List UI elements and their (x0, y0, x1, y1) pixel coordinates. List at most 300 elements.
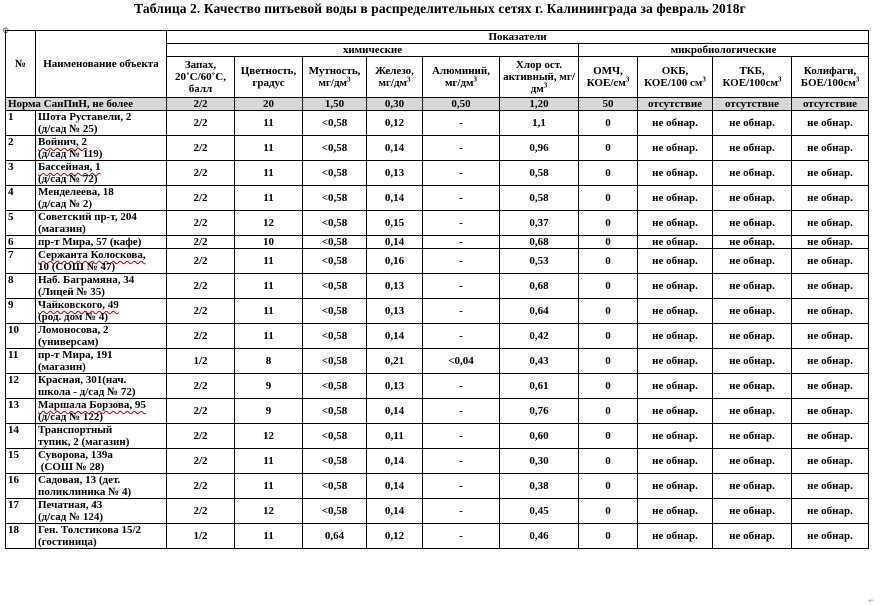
row-number: 16 (6, 474, 36, 499)
cell-omch: 0 (579, 299, 638, 324)
cell-tkb: не обнар. (713, 424, 792, 449)
object-name (36, 524, 167, 549)
cell-omch: 0 (579, 274, 638, 299)
cell-omch: 0 (579, 399, 638, 424)
cell-smell: 2/2 (167, 474, 235, 499)
object-description: (д/сад № 119) (38, 148, 103, 160)
table-row (6, 374, 869, 399)
cell-chlorine: 0,68 (500, 236, 579, 249)
cell-okb: не обнар. (638, 211, 713, 236)
cell-coliphage: не обнар. (792, 111, 869, 136)
cell-tkb: не обнар. (713, 349, 792, 374)
header-iron: Железо, $мг/дм^3$ (367, 57, 423, 98)
object-address: Красная, 301(нач. (38, 374, 127, 386)
header-smell: Запах, 20˚С/60˚С, балл (167, 57, 235, 98)
row-number: 10 (6, 324, 36, 349)
object-address: пр-т Мира, 191 (38, 349, 113, 361)
row-number: 18 (6, 524, 36, 549)
cell-iron: 0,14 (367, 474, 423, 499)
row-number: 13 (6, 399, 36, 424)
cell-chlorine: 0,45 (500, 499, 579, 524)
header-micro: микробиологические (579, 44, 869, 57)
object-address: Войнич, 2 (38, 136, 88, 148)
cell-turbidity: <0,58 (303, 136, 367, 161)
table-row (6, 324, 869, 349)
cell-okb: не обнар. (638, 349, 713, 374)
cell-coliphage: не обнар. (792, 524, 869, 549)
table-body (6, 98, 869, 549)
object-description: (д/сад № 122) (38, 411, 104, 423)
cell-omch: 0 (579, 161, 638, 186)
cell-chlorine: 0,30 (500, 449, 579, 474)
cell-color: 11 (235, 324, 303, 349)
cell-iron: 0,14 (367, 399, 423, 424)
object-description: (гостиница) (38, 536, 97, 548)
cell-omch: 0 (579, 424, 638, 449)
cell-chlorine: 0,68 (500, 274, 579, 299)
cell-color: 9 (235, 374, 303, 399)
object-address: пр-т Мира, 57 (кафе) (38, 236, 142, 248)
cell-smell: 2/2 (167, 374, 235, 399)
cell-chlorine: 0,46 (500, 524, 579, 549)
cell-tkb: не обнар. (713, 186, 792, 211)
cell-okb: не обнар. (638, 186, 713, 211)
cell-chlorine: 0,76 (500, 399, 579, 424)
cell-smell: 2/2 (167, 274, 235, 299)
norm-turbidity: 1,50 (303, 98, 367, 111)
cell-iron: 0,14 (367, 236, 423, 249)
cell-iron: 0,14 (367, 136, 423, 161)
cell-color: 11 (235, 274, 303, 299)
cell-iron: 0,12 (367, 524, 423, 549)
cell-color: 11 (235, 161, 303, 186)
object-description: (Лицей № 35) (38, 286, 105, 298)
table-row (6, 474, 869, 499)
object-address: Наб. Баграмяна, 34 (38, 274, 135, 286)
norm-smell: 2/2 (167, 98, 235, 111)
cell-color: 8 (235, 349, 303, 374)
cell-turbidity: 0,64 (303, 524, 367, 549)
object-description: 10 (СОШ № 47) (38, 261, 116, 273)
cell-turbidity: <0,58 (303, 111, 367, 136)
cell-aluminum: - (423, 374, 500, 399)
header-okb: ОКБ, КОЕ/100 $см^3$ (638, 57, 713, 98)
row-number: 7 (6, 249, 36, 274)
cell-turbidity: <0,58 (303, 424, 367, 449)
table-row (6, 236, 869, 249)
cell-smell: 2/2 (167, 399, 235, 424)
cell-chlorine: 0,38 (500, 474, 579, 499)
cell-tkb: не обнар. (713, 111, 792, 136)
table-row (6, 274, 869, 299)
object-description: (д/сад № 25) (38, 123, 98, 135)
cell-color: 11 (235, 524, 303, 549)
cell-smell: 2/2 (167, 249, 235, 274)
cell-smell: 2/2 (167, 136, 235, 161)
object-name (36, 299, 167, 324)
header-turbidity: Мутность, $мг/дм^3$ (303, 57, 367, 98)
cell-okb: не обнар. (638, 249, 713, 274)
cell-color: 9 (235, 399, 303, 424)
table-row (6, 161, 869, 186)
cell-omch: 0 (579, 136, 638, 161)
cell-okb: не обнар. (638, 374, 713, 399)
object-description: (род. дом № 4) (38, 311, 109, 323)
cell-chlorine: 0,42 (500, 324, 579, 349)
object-name (36, 236, 167, 249)
cell-smell: 2/2 (167, 161, 235, 186)
cell-aluminum: - (423, 236, 500, 249)
object-name (36, 449, 167, 474)
cell-iron: 0,14 (367, 324, 423, 349)
cell-aluminum: - (423, 161, 500, 186)
row-number: 6 (6, 236, 36, 249)
object-name (36, 499, 167, 524)
cell-color: 11 (235, 136, 303, 161)
object-name (36, 111, 167, 136)
cell-smell: 2/2 (167, 299, 235, 324)
cell-tkb: не обнар. (713, 274, 792, 299)
cell-aluminum: - (423, 274, 500, 299)
object-name (36, 211, 167, 236)
object-description: (магазин) (38, 361, 86, 373)
cell-okb: не обнар. (638, 236, 713, 249)
cell-omch: 0 (579, 524, 638, 549)
object-name (36, 249, 167, 274)
cell-iron: 0,14 (367, 186, 423, 211)
cell-okb: не обнар. (638, 274, 713, 299)
object-address: Суворова, 139а (38, 449, 113, 461)
cell-chlorine: 0,43 (500, 349, 579, 374)
row-number: 11 (6, 349, 36, 374)
cell-okb: не обнар. (638, 136, 713, 161)
object-address: Ген. Толстикова 15/2 (38, 524, 142, 536)
row-number: 5 (6, 211, 36, 236)
cell-turbidity: <0,58 (303, 274, 367, 299)
object-address: Печатная, 43 (38, 499, 103, 511)
table-row (6, 399, 869, 424)
cell-aluminum: - (423, 399, 500, 424)
cell-turbidity: <0,58 (303, 474, 367, 499)
row-number: 3 (6, 161, 36, 186)
cell-tkb: не обнар. (713, 161, 792, 186)
object-description: (СОШ № 28) (38, 461, 105, 473)
cell-tkb: не обнар. (713, 499, 792, 524)
object-address: Бассейная, 1 (38, 161, 101, 173)
row-number: 15 (6, 449, 36, 474)
object-address: Ломоносова, 2 (38, 324, 109, 336)
header-color: Цветность, градус (235, 57, 303, 98)
cell-turbidity: <0,58 (303, 374, 367, 399)
cell-omch: 0 (579, 324, 638, 349)
cell-smell: 2/2 (167, 111, 235, 136)
cell-smell: 2/2 (167, 499, 235, 524)
norm-row (6, 98, 869, 111)
object-address: Маршала Борзова, 95 (38, 399, 146, 411)
norm-coliphage: отсутствие (792, 98, 869, 111)
water-quality-table (5, 30, 869, 549)
cell-iron: 0,14 (367, 499, 423, 524)
cell-coliphage: не обнар. (792, 349, 869, 374)
cell-aluminum: - (423, 186, 500, 211)
cell-coliphage: не обнар. (792, 299, 869, 324)
cell-aluminum: - (423, 136, 500, 161)
cell-aluminum: - (423, 449, 500, 474)
cell-chlorine: 0,60 (500, 424, 579, 449)
table-row (6, 349, 869, 374)
cell-aluminum: - (423, 324, 500, 349)
cell-color: 12 (235, 211, 303, 236)
cell-omch: 0 (579, 249, 638, 274)
cell-aluminum: - (423, 474, 500, 499)
cell-coliphage: не обнар. (792, 161, 869, 186)
cell-coliphage: не обнар. (792, 499, 869, 524)
table-header (6, 31, 869, 98)
row-number: 8 (6, 274, 36, 299)
cell-okb: не обнар. (638, 111, 713, 136)
cell-aluminum: - (423, 299, 500, 324)
cell-color: 10 (235, 236, 303, 249)
object-address: Транспортный (38, 424, 113, 436)
cell-turbidity: <0,58 (303, 499, 367, 524)
table-row (6, 299, 869, 324)
cell-chlorine: 1,1 (500, 111, 579, 136)
object-address: Менделеева, 18 (38, 186, 114, 198)
norm-okb: отсутствие (638, 98, 713, 111)
object-name (36, 374, 167, 399)
cell-okb: не обнар. (638, 474, 713, 499)
cell-iron: 0,16 (367, 249, 423, 274)
cell-omch: 0 (579, 499, 638, 524)
cell-okb: не обнар. (638, 399, 713, 424)
norm-chlorine: 1,20 (500, 98, 579, 111)
cell-turbidity: <0,58 (303, 449, 367, 474)
cell-coliphage: не обнар. (792, 399, 869, 424)
header-object-name: Наименование объекта (36, 31, 167, 98)
cell-omch: 0 (579, 349, 638, 374)
cell-color: 11 (235, 111, 303, 136)
cell-coliphage: не обнар. (792, 236, 869, 249)
object-name (36, 136, 167, 161)
table-row (6, 424, 869, 449)
cell-tkb: не обнар. (713, 211, 792, 236)
cell-color: 12 (235, 499, 303, 524)
table-row (6, 524, 869, 549)
cell-tkb: не обнар. (713, 236, 792, 249)
table-row (6, 449, 869, 474)
table-row (6, 211, 869, 236)
cell-smell: 2/2 (167, 324, 235, 349)
norm-label: Норма СанПиН, не более (6, 98, 167, 111)
cell-smell: 1/2 (167, 349, 235, 374)
cell-color: 12 (235, 424, 303, 449)
header-chlorine: Хлор ост. активный, $мг/дм^3$ (500, 57, 579, 98)
cell-turbidity: <0,58 (303, 186, 367, 211)
cell-turbidity: <0,58 (303, 211, 367, 236)
norm-color: 20 (235, 98, 303, 111)
object-description: (д/сад № 72) (38, 173, 98, 185)
cell-tkb: не обнар. (713, 299, 792, 324)
cell-color: 11 (235, 449, 303, 474)
cell-turbidity: <0,58 (303, 161, 367, 186)
cell-iron: 0,15 (367, 211, 423, 236)
cell-tkb: не обнар. (713, 449, 792, 474)
cell-color: 11 (235, 249, 303, 274)
cell-okb: не обнар. (638, 299, 713, 324)
norm-iron: 0,30 (367, 98, 423, 111)
cell-tkb: не обнар. (713, 524, 792, 549)
cell-coliphage: не обнар. (792, 474, 869, 499)
cell-tkb: не обнар. (713, 249, 792, 274)
cell-okb: не обнар. (638, 424, 713, 449)
cell-aluminum: - (423, 211, 500, 236)
cell-aluminum: - (423, 499, 500, 524)
norm-omch: 50 (579, 98, 638, 111)
cell-color: 11 (235, 186, 303, 211)
cell-iron: 0,12 (367, 111, 423, 136)
cell-aluminum: - (423, 111, 500, 136)
object-description: (д/сад № 124) (38, 511, 104, 523)
cell-okb: не обнар. (638, 524, 713, 549)
cell-chlorine: 0,53 (500, 249, 579, 274)
object-description: поликлиника № 4) (38, 486, 132, 498)
cell-chlorine: 0,58 (500, 161, 579, 186)
cell-coliphage: не обнар. (792, 136, 869, 161)
cell-omch: 0 (579, 374, 638, 399)
cell-smell: 2/2 (167, 424, 235, 449)
cell-coliphage: не обнар. (792, 274, 869, 299)
cell-smell: 1/2 (167, 524, 235, 549)
object-address: Чайковского, 49 (38, 299, 119, 311)
object-description: тупик, 2 (магазин) (38, 436, 130, 448)
object-address: Советский пр-т, 204 (38, 211, 137, 223)
cell-color: 11 (235, 474, 303, 499)
cell-okb: не обнар. (638, 324, 713, 349)
table-title: Таблица 2. Качество питьевой воды в распределительных сетях г. Калининграда за февраль 2018г (134, 1, 746, 16)
norm-tkb: отсутствие (713, 98, 792, 111)
cell-chlorine: 0,64 (500, 299, 579, 324)
cell-coliphage: не обнар. (792, 324, 869, 349)
cell-okb: не обнар. (638, 449, 713, 474)
object-address: Садовая, 13 (дет. (38, 474, 121, 486)
object-address: Шота Руставели, 2 (38, 111, 132, 123)
object-name (36, 274, 167, 299)
cell-coliphage: не обнар. (792, 424, 869, 449)
cell-chlorine: 0,37 (500, 211, 579, 236)
object-name (36, 161, 167, 186)
object-name (36, 399, 167, 424)
object-description: школа - д/сад № 72) (38, 386, 136, 398)
row-number: 17 (6, 499, 36, 524)
table-resize-handle-icon[interactable]: ⌐ (869, 595, 875, 605)
row-number: 2 (6, 136, 36, 161)
cell-iron: 0,13 (367, 274, 423, 299)
cell-iron: 0,13 (367, 161, 423, 186)
cell-turbidity: <0,58 (303, 299, 367, 324)
cell-aluminum: <0,04 (423, 349, 500, 374)
table-row (6, 249, 869, 274)
object-name (36, 474, 167, 499)
cell-iron: 0,14 (367, 449, 423, 474)
table-row (6, 186, 869, 211)
table-move-handle-icon[interactable]: ⊕ (2, 25, 10, 35)
cell-omch: 0 (579, 474, 638, 499)
cell-tkb: не обнар. (713, 136, 792, 161)
table-row (6, 499, 869, 524)
header-omch: ОМЧ, КОЕ/$см^3$ (579, 57, 638, 98)
table-row (6, 136, 869, 161)
header-aluminum: Алюминий, $мг/дм^3$ (423, 57, 500, 98)
cell-tkb: не обнар. (713, 399, 792, 424)
cell-tkb: не обнар. (713, 374, 792, 399)
norm-aluminum: 0,50 (423, 98, 500, 111)
object-address: Сержанта Колоскова, (38, 249, 146, 261)
cell-turbidity: <0,58 (303, 399, 367, 424)
cell-turbidity: <0,58 (303, 236, 367, 249)
cell-iron: 0,13 (367, 374, 423, 399)
cell-turbidity: <0,58 (303, 324, 367, 349)
cell-okb: не обнар. (638, 161, 713, 186)
cell-turbidity: <0,58 (303, 249, 367, 274)
row-number: 1 (6, 111, 36, 136)
cell-smell: 2/2 (167, 449, 235, 474)
header-tkb: ТКБ, КОЕ/$100см^3$ (713, 57, 792, 98)
cell-turbidity: <0,58 (303, 349, 367, 374)
cell-tkb: не обнар. (713, 474, 792, 499)
cell-okb: не обнар. (638, 499, 713, 524)
cell-color: 11 (235, 299, 303, 324)
cell-aluminum: - (423, 249, 500, 274)
cell-coliphage: не обнар. (792, 211, 869, 236)
cell-omch: 0 (579, 211, 638, 236)
cell-omch: 0 (579, 449, 638, 474)
header-indicators: Показатели (167, 31, 869, 44)
header-chemical: химические (167, 44, 579, 57)
cell-omch: 0 (579, 186, 638, 211)
cell-smell: 2/2 (167, 186, 235, 211)
cell-omch: 0 (579, 236, 638, 249)
row-number: 4 (6, 186, 36, 211)
cell-chlorine: 0,61 (500, 374, 579, 399)
cell-aluminum: - (423, 524, 500, 549)
header-num: № (6, 31, 36, 98)
object-name (36, 324, 167, 349)
object-description: (д/сад № 2) (38, 198, 93, 210)
cell-coliphage: не обнар. (792, 374, 869, 399)
cell-chlorine: 0,58 (500, 186, 579, 211)
cell-chlorine: 0,96 (500, 136, 579, 161)
cell-iron: 0,13 (367, 299, 423, 324)
cell-smell: 2/2 (167, 211, 235, 236)
cell-coliphage: не обнар. (792, 186, 869, 211)
object-name (36, 349, 167, 374)
row-number: 9 (6, 299, 36, 324)
row-number: 14 (6, 424, 36, 449)
object-description: (универсам) (38, 336, 99, 348)
row-number: 12 (6, 374, 36, 399)
cell-smell: 2/2 (167, 236, 235, 249)
cell-omch: 0 (579, 111, 638, 136)
object-name (36, 424, 167, 449)
cell-coliphage: не обнар. (792, 449, 869, 474)
cell-iron: 0,21 (367, 349, 423, 374)
cell-coliphage: не обнар. (792, 249, 869, 274)
cell-iron: 0,11 (367, 424, 423, 449)
header-coliphage: Колифаги, БОЕ/$100см^3$ (792, 57, 869, 98)
cell-tkb: не обнар. (713, 324, 792, 349)
object-name (36, 186, 167, 211)
table-row (6, 111, 869, 136)
